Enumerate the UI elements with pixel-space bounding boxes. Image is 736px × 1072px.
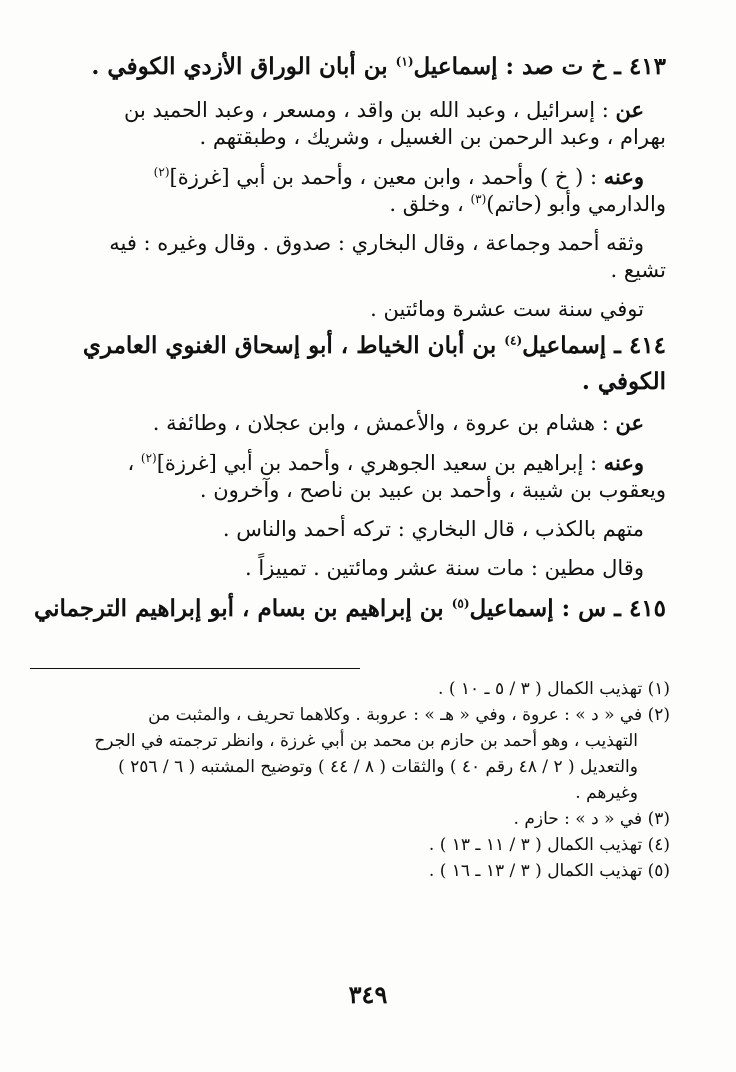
footnotes <box>96 676 670 884</box>
entry-414-heading <box>82 331 666 361</box>
entry-413-thiqa <box>96 230 666 284</box>
entry-414-wanhu-line-1-end: ، <box>127 451 141 475</box>
entry-414-muttaham-line: متهم بالكذب ، قال البخاري : تركه أحمد والناس . <box>222 517 644 541</box>
entry-413-heading-a: ٤١٣ ـ خ ت صد : إسماعيل <box>413 53 666 80</box>
entry-413-wanhu-line-2a: والدارمي وأبو (حاتم) <box>486 192 666 216</box>
footnote-5: (٥) تهذيب الكمال ( ٣ / ١٣ ـ ١٦ ) . <box>428 861 670 881</box>
entry-415-heading <box>33 594 666 624</box>
entry-415-heading-a: ٤١٥ ـ س : إسماعيل <box>469 595 666 622</box>
footnote-2-line-4: وغيرهم . <box>575 783 638 803</box>
entry-413-heading-b: بن أبان الوراق الأزدي الكوفي . <box>91 53 396 80</box>
wanhu-label-414: وعنه <box>603 450 644 475</box>
an-label: عن <box>615 97 644 122</box>
entry-413-death <box>96 296 666 323</box>
entry-413-heading <box>91 52 666 82</box>
entry-414-heading-b: بن أبان الخياط ، أبو إسحاق الغنوي العامري <box>82 332 505 359</box>
entry-414-muttaham <box>96 516 666 543</box>
page-number: ٣٤٩ <box>348 980 388 1009</box>
an-label-414: عن <box>615 410 644 435</box>
footnote-4: (٤) تهذيب الكمال ( ٣ / ١١ ـ ١٣ ) . <box>428 835 670 855</box>
entry-414-mutayyan <box>96 555 666 582</box>
entry-414-wanhu-line-2: ويعقوب بن شيبة ، وأحمد بن عبيد بن ناصح ، وآخرون . <box>199 478 666 502</box>
entry-413-an-line-2: بهرام ، وعبد الرحمن بن الغسيل ، وشريك ، وطبقتهم . <box>199 125 666 149</box>
entry-414-heading-c: الكوفي . <box>581 368 666 395</box>
footnote-separator <box>30 668 360 669</box>
footnote-3: (٣) في « د » : حازم . <box>513 809 670 829</box>
footnote-2-line-3: والتعديل ( ٢ / ٤٨ رقم ٤٠ ) والثقات ( ٨ / ٤٤ ) وتوضيح المشتبه ( ٦ / ٢٥٦ ) <box>118 757 638 777</box>
entry-414-wanhu-line-1: : إبراهيم بن سعيد الجوهري ، وأحمد بن أبي [غرزة] <box>156 451 604 475</box>
entry-413-thiqa-line-1: وثقه أحمد وجماعة ، وقال البخاري : صدوق . وقال وغيره : فيه <box>109 231 644 255</box>
footnote-ref-1: (١) <box>395 54 414 69</box>
entry-413-wanhu <box>96 163 666 218</box>
main-text <box>33 52 666 624</box>
footnote-ref-2b: (٢) <box>140 451 157 465</box>
entry-414-mutayyan-line: وقال مطين : مات سنة عشر ومائتين . تمييزاً . <box>245 556 644 580</box>
footnote-ref-4: (٤) <box>504 333 523 348</box>
entry-413-thiqa-line-2: تشيع . <box>610 258 666 282</box>
footnote-1: (١) تهذيب الكمال ( ٣ / ٥ ـ ١٠ ) . <box>438 679 670 699</box>
wanhu-label: وعنه <box>603 164 644 189</box>
entry-414-wanhu <box>96 449 666 504</box>
entry-414-heading-a: ٤١٤ ـ إسماعيل <box>522 332 666 359</box>
entry-413-an-line-1: : إسرائيل ، وعبد الله بن واقد ، ومسعر ، وعبد الحميد بن <box>124 98 616 122</box>
entry-415-heading-b: بن إبراهيم بن بسام ، أبو إبراهيم الترجماني <box>33 595 452 622</box>
entry-414-an <box>96 409 666 437</box>
footnote-ref-5: (٥) <box>451 596 470 611</box>
entry-413-an <box>96 96 666 151</box>
footnote-ref-2: (٢) <box>153 165 170 179</box>
entry-413-wanhu-line-2b: ، وخلق . <box>389 192 471 216</box>
entry-414-an-line-1: : هشام بن عروة ، والأعمش ، وابن عجلان ، وطائفة . <box>152 411 616 435</box>
footnote-ref-3: (٣) <box>470 192 487 206</box>
entry-413-death-line: توفي سنة ست عشرة ومائتين . <box>370 297 644 321</box>
entry-413-wanhu-line-1: : ( خ ) وأحمد ، وابن معين ، وأحمد بن أبي [غرزة] <box>169 165 604 189</box>
footnote-2-line-2: التهذيب ، وهو أحمد بن حازم بن محمد بن أبي غرزة ، وانظر ترجمته في الجرح <box>94 731 638 751</box>
footnote-2-line-1: (٢) في « د » : عروة ، وفي « هـ » : عروبة . وكلاهما تحريف ، والمثبت من <box>148 705 670 725</box>
